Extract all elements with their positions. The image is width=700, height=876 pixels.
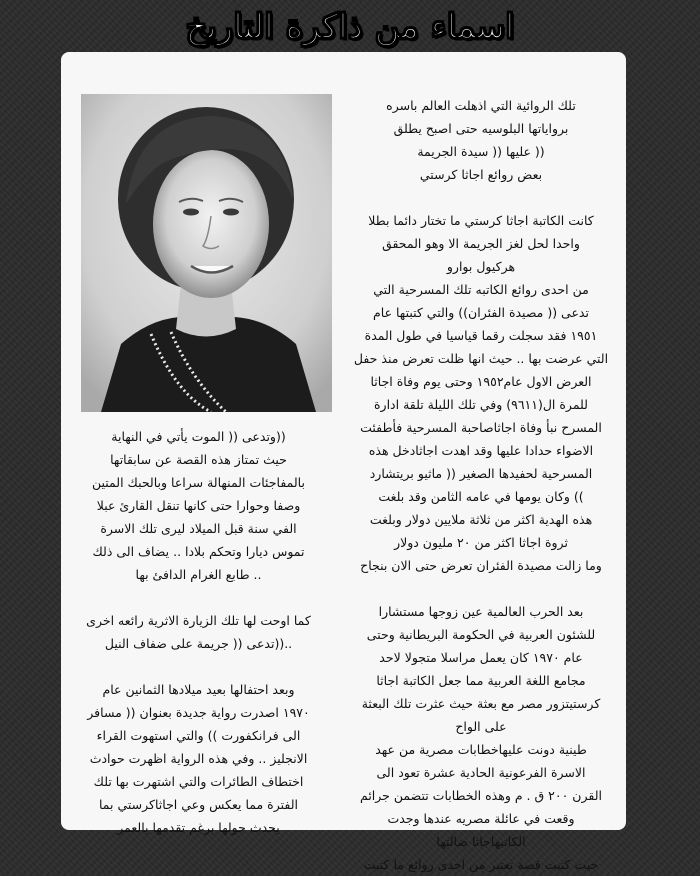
portrait-photo <box>81 94 332 412</box>
right-paragraph-intro: تلك الروائية التي اذهلت العالم باسره برواياتها البلوسيه حتى اصبح يطلق (( عليها (( سيدة الجريمة بعض روائع اجاثا كرستي <box>386 98 576 182</box>
left-paragraph-death-comes: ((وتدعى (( الموت يأتي في النهاية حيث تمتاز هذه القصة عن سابقاتها بالمفاجئات المنهالة سراعا وبالحبك المتين وصفا وحوارا حتى كانها تنقل القارئ عبلا الفي سنة قبل الميلاد ليرى تلك الاسرة تموس ديارا وتحكم بلادا .. يضاف الى ذلك .. طابع الغرام الدافئ بها <box>92 429 305 582</box>
right-paragraph-poirot: كانت الكاتبة اجاثا كرستي ما تختار دائما بطلا واحدا لحل لغز الجريمة الا وهو المحقق هركيول بوارو <box>368 213 594 274</box>
right-paragraph-mousetrap: من احدى روائع الكاتبه تلك المسرحية التي تدعى (( مصيدة الفئران)) والتي كتبتها عام ١٩٥١ فقد سجلت رقما قياسيا في طول المدة التي عرضت بها .. حيث انها ظلت تعرض منذ حفل العرض الاول عام١٩٥٢ وحتى يوم وفاة اجاثا للمرة ال(٩٦١١) وفي تلك الليلة تلقة ادارة المسرح نبأ وفاة اجاثاصاحبة المسرحية فأطفئت الاضواء حدادا عليها وقد اهدت اجاثادخل هذه المسرحية لحفيدها الصغير (( ماثيو بريتشارد )) وكان يومها في عامه الثامن وقد بلغت هذه الهدية اكثر من ثلاثة ملايين دولار وبلغت ثروة اجاثا اكثر من ٢٠ مليون دولار وما زالت مصيدة الفئران تعرض حتى الان بنجاح <box>353 282 609 573</box>
left-paragraph-nile: كما اوحت لها تلك الزيارة الاثرية رائعه اخرى ..((تدعى (( جريمة على ضفاف النيل <box>86 613 311 651</box>
left-article-column <box>63 425 334 839</box>
right-article-column <box>338 94 624 876</box>
page-title: اسماء من ذاكرة التاريخ <box>185 7 515 47</box>
left-paragraph-frankfurt: وبعد احتفالها بعيد ميلادها الثمانين عام ١٩٧٠ اصدرت رواية جديدة بعنوان (( مسافر الى فرانكفورت )) والتي استهوت القراء الانجليز .. وفي هذه الرواية اظهرت حوادث اختطاف الطائرات والتي اشتهرت بها تلك الفترة مما يعكس وعي اجاثاكرستي بما يحدث حولها برغم تقدمها بالعمر <box>87 682 310 835</box>
portrait-photo-icon <box>81 94 332 412</box>
right-paragraph-egypt: بعد الحرب العالمية عين زوجها مستشارا للشئون العربية في الحكومة البريطانية وحتى عام ١٩٧٠ كان يعمل مراسلا متجولا لاحد مجامع اللغة العربية مما جعل الكاتبة اجاثا كرستيتزور مصر مع بعثة حيث عثرت تلك البعثة على الواح طينية دونت عليهاخطابات مصرية من عهد الاسرة الفرعونية الحادية عشرة تعود الى القرن ٢٠٠ ق . م وهذه الخطابات تتضمن جرائم وقعت في عائلة مصريه عندها وجدت الكاتبهاجاثا ضالتها حيث كتبت قصة تعتبر من احدى روائع ما كتبت <box>360 604 602 872</box>
